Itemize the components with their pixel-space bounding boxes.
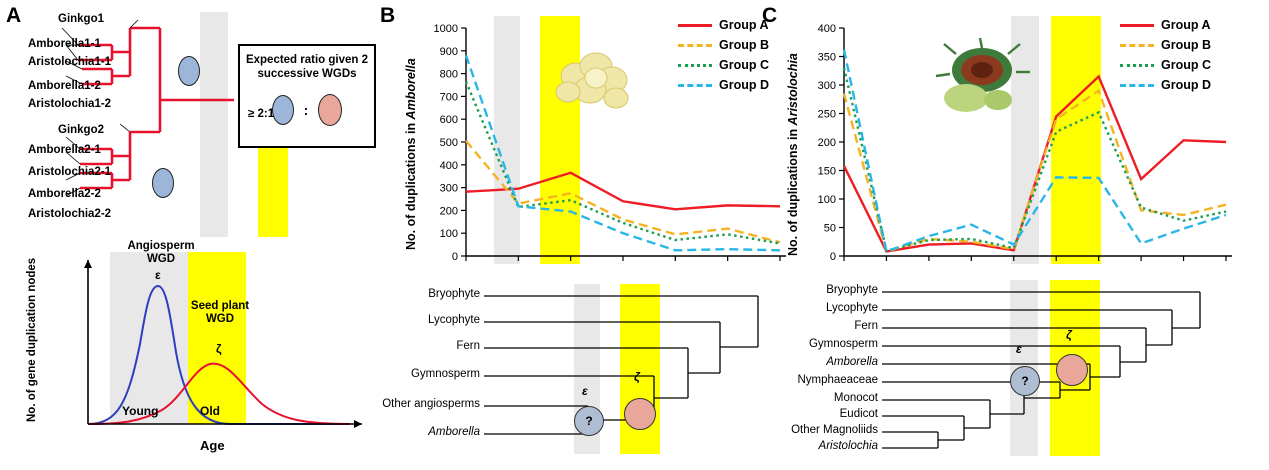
tip-label-amborella2-1: Amborella2-1 (28, 144, 101, 156)
svg-text:50: 50 (823, 222, 836, 235)
tree-label-fern: Fern (456, 340, 480, 352)
legend-swatch-group-b-c (1120, 44, 1154, 47)
legend-label-group-c: Group C (719, 58, 769, 72)
tree-label-monocot: Monocot (833, 392, 878, 404)
duplication-node-blue-2 (152, 168, 174, 198)
tree-label-lycophyte-c: Lycophyte (826, 302, 878, 314)
svg-text:1000: 1000 (433, 23, 458, 35)
tree-label-gymnosperm: Gymnosperm (410, 368, 480, 380)
legend-item-group-c[interactable] (678, 58, 769, 72)
legend-label-group-a-c: Group A (1161, 18, 1211, 32)
legend-swatch-group-d (678, 84, 712, 87)
panel-b (378, 0, 818, 470)
panel-c-legend (1120, 18, 1211, 98)
legend-ratio-right: ≥ 2:1 (248, 108, 275, 120)
legend-item-group-d[interactable] (678, 78, 769, 92)
node-zeta-circle-c (1056, 354, 1088, 386)
panel-b-tree (378, 280, 818, 460)
legend-swatch-group-c (678, 64, 712, 67)
density-x-left-label: Young (122, 404, 159, 418)
density-curve2-label: Seed plant WGD (190, 300, 250, 326)
panel-c-ylabel: No. of duplications in Aristolochia (786, 53, 800, 256)
legend-swatch-group-a (678, 24, 712, 27)
legend-item-group-b-c[interactable] (1120, 38, 1211, 52)
density-ylabel: No. of gene duplication nodes (26, 257, 38, 422)
svg-text:900: 900 (439, 45, 458, 58)
tree-label-aristolochia: Aristolochia (818, 440, 878, 452)
tree-label-lycophyte: Lycophyte (428, 314, 480, 326)
legend-label-group-a: Group A (719, 18, 769, 32)
legend-item-group-b[interactable] (678, 38, 769, 52)
svg-text:200: 200 (817, 137, 836, 149)
density-curve1-symbol: ε (155, 268, 161, 282)
legend-item-group-c-c[interactable] (1120, 58, 1211, 72)
panel-b-legend (678, 18, 769, 98)
legend-swatch-group-c-c (1120, 64, 1154, 67)
tip-label-aristolochia1-2: Aristolochia1-2 (28, 98, 112, 110)
tip-label-amborella1-1: Amborella1-1 (28, 38, 101, 50)
node-epsilon-label-b: ε (582, 384, 588, 398)
tree-label-other-angiosperms: Other angiosperms (382, 398, 480, 410)
amborella-flower-illustration (546, 42, 642, 114)
density-x-right-label: Old (200, 404, 220, 418)
legend-label-group-d: Group D (719, 78, 769, 92)
panel-a-legend-title: Expected ratio given 2 successive WGDs (245, 54, 369, 81)
svg-text:400: 400 (817, 23, 836, 35)
panel-a-letter: A (6, 4, 22, 27)
legend-item-group-a-c[interactable] (1120, 18, 1211, 32)
tip-label-amborella2-2: Amborella2-2 (28, 188, 101, 200)
svg-text:150: 150 (817, 165, 836, 178)
svg-text:300: 300 (817, 80, 836, 92)
tip-label-ginkgo2: Ginkgo2 (58, 124, 105, 136)
panel-c-letter: C (762, 4, 778, 27)
density-curve2-symbol: ζ (216, 342, 222, 356)
aristolochia-flower-illustration (926, 36, 1036, 116)
panel-c-tree (760, 280, 1269, 460)
legend-label-group-d-c: Group D (1161, 78, 1211, 92)
svg-text:0: 0 (451, 251, 458, 263)
node-question-b: ? (574, 406, 604, 436)
density-curve1-label: Angiosperm WGD (127, 240, 195, 266)
svg-text:100: 100 (817, 194, 836, 206)
duplication-node-blue-1 (178, 56, 200, 86)
tip-label-amborella1-2: Amborella1-2 (28, 80, 101, 92)
node-epsilon-label-c: ε (1016, 342, 1022, 356)
legend-swatch-group-b (678, 44, 712, 47)
tip-label-aristolochia1-1: Aristolochia1-1 (28, 56, 112, 68)
density-xlabel: Age (200, 438, 225, 453)
panel-c (760, 0, 1269, 470)
svg-text:800: 800 (439, 68, 458, 81)
panel-b-letter: B (380, 4, 396, 27)
svg-text:600: 600 (439, 114, 458, 127)
legend-swatch-group-d-c (1120, 84, 1154, 87)
tip-label-aristolochia2-2: Aristolochia2-2 (28, 208, 112, 220)
svg-text:300: 300 (439, 182, 458, 195)
tree-label-bryophyte-c: Bryophyte (826, 284, 878, 296)
svg-text:0: 0 (829, 251, 836, 263)
tree-label-other-magnoliids: Other Magnoliids (791, 424, 878, 436)
legend-item-group-d-c[interactable] (1120, 78, 1211, 92)
tree-label-bryophyte: Bryophyte (428, 288, 480, 300)
svg-text:400: 400 (439, 159, 458, 172)
svg-text:100: 100 (439, 228, 458, 241)
svg-text:200: 200 (439, 205, 458, 218)
node-zeta-label-c: ζ (1066, 328, 1072, 342)
legend-red-ellipse (318, 94, 342, 126)
legend-blue-ellipse (272, 95, 294, 125)
svg-text:350: 350 (817, 51, 836, 64)
svg-text:250: 250 (817, 108, 836, 121)
svg-text:700: 700 (439, 91, 458, 104)
tree-label-eudicot: Eudicot (839, 408, 878, 420)
tree-label-fern-c: Fern (854, 320, 878, 332)
panel-a-legend-box (238, 44, 376, 148)
node-zeta-circle-b (624, 398, 656, 430)
panel-a-density-plot (26, 240, 370, 462)
svg-text:500: 500 (439, 137, 458, 149)
legend-label-group-c-c: Group C (1161, 58, 1211, 72)
node-zeta-label-b: ζ (634, 370, 640, 384)
tree-label-gymnosperm-c: Gymnosperm (808, 338, 878, 350)
legend-swatch-group-a-c (1120, 24, 1154, 27)
tip-label-ginkgo1: Ginkgo1 (58, 13, 105, 25)
panel-b-ylabel: No. of duplications in Amborella (404, 58, 418, 250)
legend-label-group-b: Group B (719, 38, 769, 52)
legend-item-group-a[interactable] (678, 18, 769, 32)
legend-colon: : (303, 101, 309, 118)
tree-label-amborella: Amborella (428, 426, 480, 438)
legend-label-group-b-c: Group B (1161, 38, 1211, 52)
panel-a (0, 0, 380, 470)
tree-label-nymphaeaceae: Nymphaeaceae (797, 374, 878, 386)
tree-label-amborella-c: Amborella (826, 356, 878, 368)
tip-label-aristolochia2-1: Aristolochia2-1 (28, 166, 112, 178)
node-question-c: ? (1010, 366, 1040, 396)
